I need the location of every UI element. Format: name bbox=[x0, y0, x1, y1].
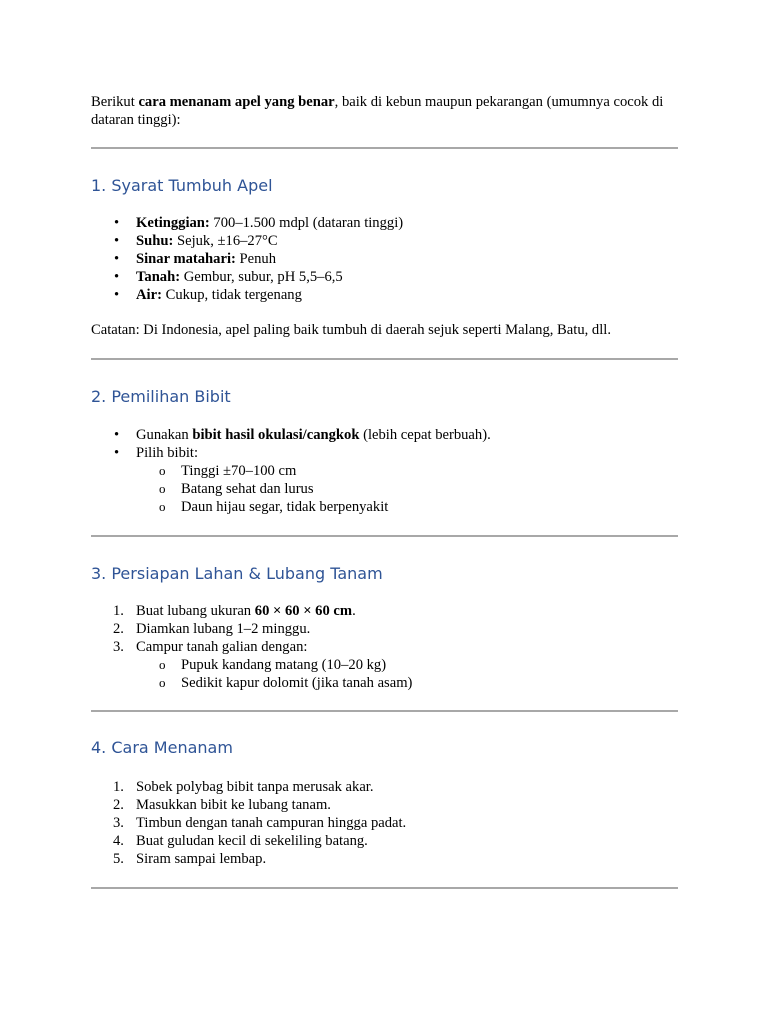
item-text: Gembur, subur, pH 5,5–6,5 bbox=[180, 269, 343, 285]
document-page bbox=[91, 93, 678, 889]
divider bbox=[91, 147, 678, 149]
sub-list-item: o Sedikit kapur dolomit (jika tanah asam) bbox=[181, 674, 678, 692]
list-item bbox=[113, 814, 678, 832]
item-number: 2. bbox=[113, 797, 124, 813]
list-item bbox=[113, 638, 678, 692]
intro-suffix: , baik di kebun maupun pekarangan (umumnya cocok di dataran tinggi): bbox=[91, 94, 664, 128]
item-text: (lebih cepat berbuah). bbox=[359, 427, 491, 443]
list-item bbox=[136, 268, 678, 286]
item-label: Ketinggian: bbox=[136, 215, 210, 231]
item-text: Cukup, tidak tergenang bbox=[161, 287, 302, 303]
section-title-syarat: 1. Syarat Tumbuh Apel bbox=[91, 176, 273, 195]
item-number: 3. bbox=[113, 815, 124, 831]
item-bold: bibit hasil okulasi/cangkok bbox=[192, 427, 360, 443]
divider bbox=[91, 710, 678, 712]
item-text: Penuh bbox=[235, 251, 277, 267]
item-label: Air: bbox=[136, 287, 162, 303]
item-number: 3. bbox=[113, 639, 124, 655]
item-label: Suhu: bbox=[136, 233, 174, 249]
sub-list-item: o Daun hijau segar, tidak berpenyakit bbox=[181, 498, 678, 516]
bibit-sublist bbox=[136, 462, 678, 516]
item-text: . bbox=[352, 603, 356, 619]
list-item bbox=[113, 778, 678, 796]
lahan-list bbox=[91, 602, 678, 692]
bibit-list bbox=[91, 426, 678, 516]
list-item bbox=[136, 286, 678, 304]
item-label: Sinar matahari: bbox=[136, 251, 236, 267]
divider bbox=[91, 887, 678, 889]
menanam-list bbox=[91, 778, 678, 868]
item-number: 4. bbox=[113, 833, 124, 849]
list-item bbox=[136, 232, 678, 250]
list-item bbox=[136, 214, 678, 232]
list-item bbox=[136, 426, 678, 444]
list-item bbox=[136, 444, 678, 516]
item-text: Masukkan bibit ke lubang tanam. bbox=[136, 797, 331, 813]
list-item bbox=[113, 850, 678, 868]
item-text: Buat guludan kecil di sekeliling batang. bbox=[136, 833, 368, 849]
intro-prefix: Berikut bbox=[91, 94, 139, 110]
item-text: Timbun dengan tanah campuran hingga padat. bbox=[136, 815, 407, 831]
item-number: 1. bbox=[113, 603, 124, 619]
item-text: Gunakan bbox=[136, 427, 193, 443]
item-text: Sejuk, ±16–27°C bbox=[173, 233, 278, 249]
list-item bbox=[113, 602, 678, 620]
sub-list-item: o Tinggi ±70–100 cm bbox=[181, 462, 678, 480]
item-text: Buat lubang ukuran bbox=[136, 603, 255, 619]
syarat-list bbox=[91, 214, 678, 304]
section-title-menanam: 4. Cara Menanam bbox=[91, 738, 233, 757]
sub-list-item: o Pupuk kandang matang (10–20 kg) bbox=[181, 656, 678, 674]
item-text: Siram sampai lembap. bbox=[136, 851, 267, 867]
item-text: Campur tanah galian dengan: bbox=[136, 639, 308, 655]
list-item bbox=[113, 832, 678, 850]
intro-bold: cara menanam apel yang benar bbox=[138, 94, 335, 110]
section-title-bibit: 2. Pemilihan Bibit bbox=[91, 387, 231, 406]
item-text: 700–1.500 mdpl (dataran tinggi) bbox=[209, 215, 404, 231]
list-item bbox=[113, 796, 678, 814]
item-text: Sobek polybag bibit tanpa merusak akar. bbox=[136, 779, 374, 795]
item-text: Pilih bibit: bbox=[136, 445, 199, 461]
item-number: 5. bbox=[113, 851, 124, 867]
item-bold: 60 × 60 × 60 cm bbox=[254, 603, 353, 619]
intro-paragraph bbox=[91, 93, 678, 129]
list-item bbox=[136, 250, 678, 268]
lahan-sublist bbox=[136, 656, 678, 692]
sub-list-item: o Batang sehat dan lurus bbox=[181, 480, 678, 498]
list-item bbox=[113, 620, 678, 638]
item-text: Diamkan lubang 1–2 minggu. bbox=[136, 621, 311, 637]
section-title-lahan: 3. Persiapan Lahan & Lubang Tanam bbox=[91, 564, 383, 583]
item-label: Tanah: bbox=[136, 269, 181, 285]
divider bbox=[91, 358, 678, 360]
item-number: 2. bbox=[113, 621, 124, 637]
divider bbox=[91, 535, 678, 537]
item-number: 1. bbox=[113, 779, 124, 795]
catatan-note: Catatan: Di Indonesia, apel paling baik tumbuh di daerah sejuk seperti Malang, Batu, dll. bbox=[91, 322, 611, 338]
